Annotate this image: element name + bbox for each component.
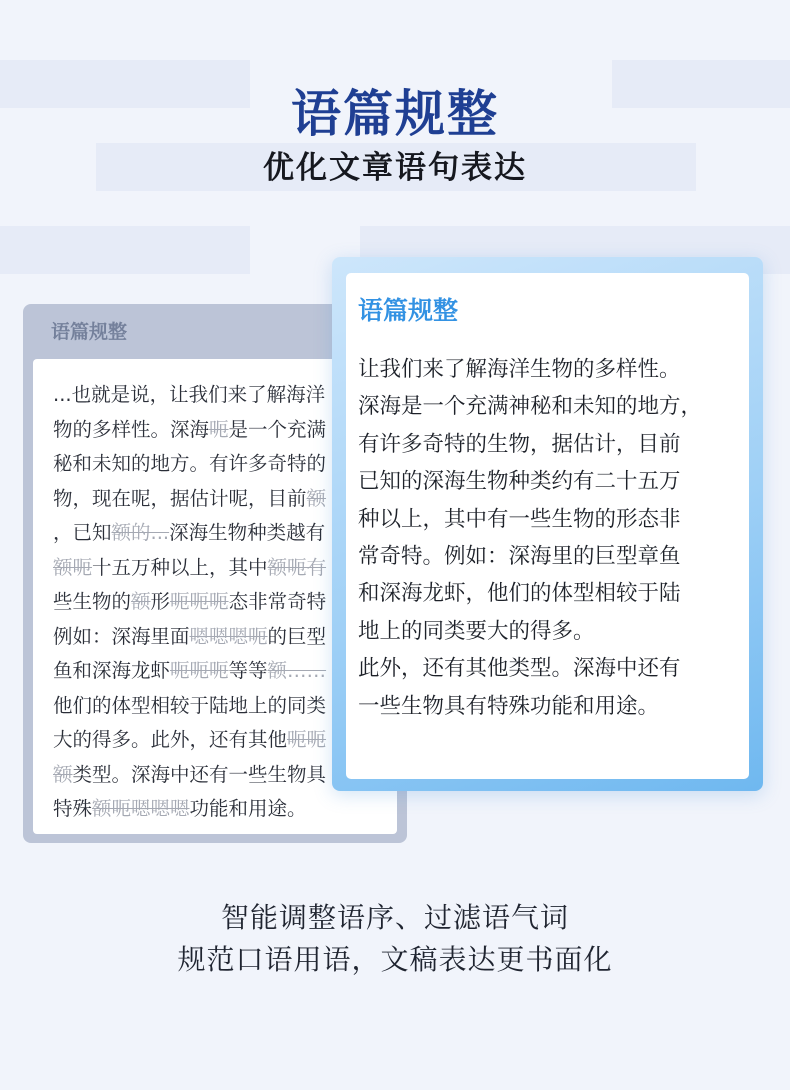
deleted-filler-word: 额 (131, 590, 151, 613)
text-segment: 物的多样性。深海 (53, 417, 210, 441)
deleted-filler-word: 呃呃呃 (170, 590, 229, 613)
text-line (53, 448, 326, 476)
deleted-filler-word: 额的... (111, 521, 170, 544)
text-segment: 鱼和深海龙虾 (53, 659, 171, 682)
deleted-filler-word: 嗯嗯嗯呃 (189, 624, 268, 648)
text-line: 有许多奇特的生物，据估计，目前 (358, 431, 681, 457)
text-line (53, 483, 326, 511)
polished-card-title: 语篇规整 (358, 296, 459, 325)
text-line: 一些生物具有特殊功能和用途。 (358, 693, 660, 719)
text-line (53, 621, 326, 649)
text-segment: 深海生物种类越有 (169, 521, 326, 544)
text-segment: 些生物的 (53, 590, 132, 613)
deleted-filler-word: 额…… (267, 659, 327, 682)
text-line (53, 379, 325, 407)
text-line: 和深海龙虾，他们的体型相较于陆 (358, 581, 681, 607)
text-segment: 功能和用途。 (189, 797, 307, 820)
deleted-filler-word: 呃 (209, 417, 229, 441)
background-band (0, 226, 250, 274)
text-line (53, 552, 326, 580)
text-segment: 态非常奇特 (228, 590, 327, 613)
text-line: 此外，还有其他类型。深海中还有 (358, 656, 681, 682)
text-line: 地上的同类要大的得多。 (358, 618, 595, 644)
text-line (53, 655, 326, 683)
page-title: 语篇规整 (291, 85, 499, 143)
text-line: 已知的深海生物种类约有二十五万 (358, 469, 681, 495)
text-segment: 例如：深海里面 (53, 624, 190, 648)
deleted-filler-word: 额呃嗯嗯嗯 (92, 797, 190, 820)
text-segment: 类型。深海中还有一些生物具 (72, 762, 327, 786)
text-line (53, 793, 307, 821)
text-line (53, 690, 326, 718)
original-card-title: 语篇规整 (51, 321, 128, 343)
text-segment: ，已知 (53, 521, 112, 544)
polished-text-card (332, 257, 763, 791)
text-segment: 秘和未知的地方。有许多奇特的 (53, 452, 327, 475)
text-segment: 他们的体型相较于陆地上的同类 (53, 693, 327, 717)
text-segment: 等等 (228, 659, 268, 682)
text-segment: 大的得多。此外，还有其他 (53, 728, 288, 751)
text-segment: 特殊 (53, 797, 93, 820)
text-line (53, 759, 326, 787)
deleted-filler-word: 呃呃呃 (170, 659, 229, 682)
text-segment: ...也就是说，让我们来了解海洋 (53, 383, 326, 406)
deleted-filler-word: 额呃 (53, 555, 93, 579)
deleted-filler-word: 额 (53, 762, 73, 786)
text-line (53, 586, 326, 614)
text-line: 深海是一个充满神秘和未知的地方， (358, 394, 703, 420)
text-line: 让我们来了解海洋生物的多样性。 (358, 357, 681, 382)
text-segment: 形 (150, 590, 171, 613)
deleted-filler-word: 额呃有 (267, 555, 327, 579)
caption-line-1: 智能调整语序、过滤语气词 (220, 901, 569, 934)
polished-text-body (358, 351, 702, 725)
text-segment: 是一个充满 (228, 417, 327, 441)
page-subtitle: 优化文章语句表达 (263, 150, 527, 186)
text-line: 种以上，其中有一些生物的形态非 (358, 506, 681, 532)
text-line (53, 414, 326, 442)
text-segment: 十五万种以上，其中 (92, 555, 268, 579)
deleted-filler-word: 额 (306, 486, 327, 510)
deleted-filler-word: 呃呃 (287, 728, 327, 751)
text-segment: 的巨型 (267, 624, 327, 648)
caption-line-2: 规范口语用语，文稿表达更书面化 (177, 943, 613, 976)
text-segment: 物，现在呢，据估计呢，目前 (53, 486, 307, 510)
text-line (53, 517, 325, 545)
text-line (53, 724, 326, 752)
text-line: 常奇特。例如：深海里的巨型章鱼 (358, 543, 681, 569)
